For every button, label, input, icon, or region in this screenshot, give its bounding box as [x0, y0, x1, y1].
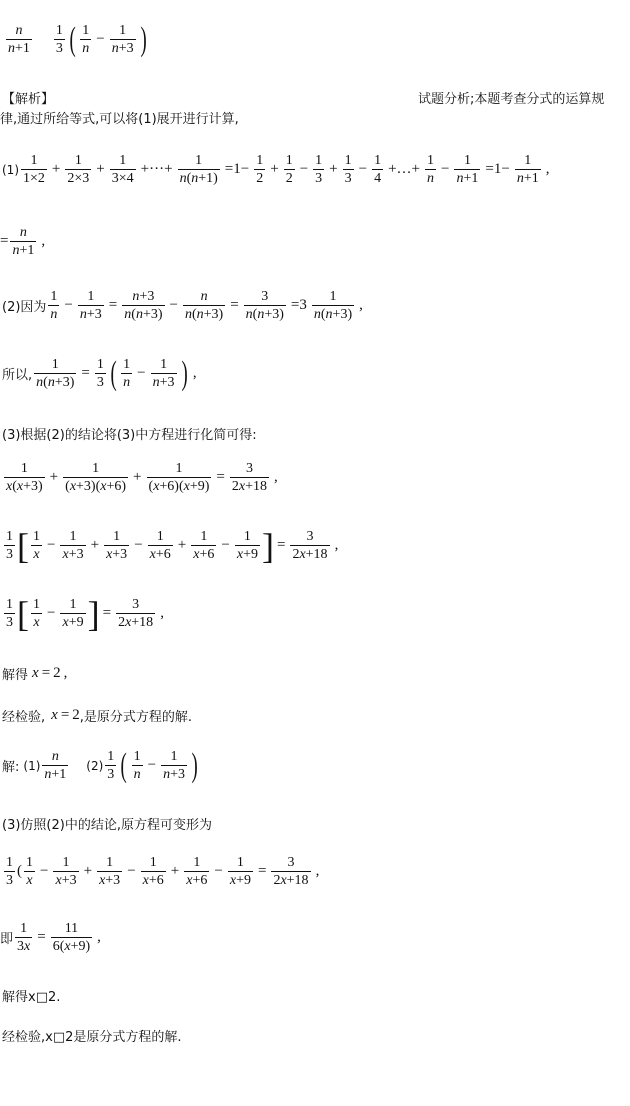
- step2-result: 所以, $\frac{1}{n(n+3)}$ = $\frac{1}{3}$ ( $\frac{1}{n}$ − $\frac{1}{n+3}$ ) ,: [2, 354, 197, 392]
- analysis-label: 【解析】: [2, 92, 55, 107]
- step1-expression: (1) $\frac{1}{1\times 2}$ + $\frac{1}{2\times 3}$ + $\frac{1}{3\times 4}$ +···+ $\frac{1}{n(n+1)}$ =1− $\frac{1}{2}$ + $\frac{1}{2}$ − $\frac{1}{3}$ + $\frac{1}{3}$ − $\frac{1}{4}$ +…+ $\frac{1}{n}$ − $\frac{1}{n+1}$ =1− $\frac{1}{n+1}$ ,: [2, 153, 550, 186]
- solution-q3-intro: (3)仿照(2)中的结论,原方程可变形为: [2, 818, 212, 833]
- solution-q1-label: (1): [23, 758, 41, 773]
- step3-intro: (3)根据(2)的结论将(3)中方程进行化简可得:: [2, 428, 257, 443]
- fraction-1-over-n: $\frac{1}{n}$: [82, 23, 90, 56]
- solution-label: 解:: [2, 760, 20, 775]
- step1-label: (1): [2, 162, 19, 177]
- solution-q2-label: (2): [86, 758, 104, 773]
- step2-label: (2)因为: [2, 300, 47, 315]
- step3-check: 经检验, x = 2 ,是原分式方程的解.: [2, 707, 193, 725]
- step3-equation3: $\frac{1}{3}$ [ $\frac{1}{x}$ − $\frac{1}{x+9}$ ] = $\frac{3}{2x+18}$ ,: [6, 593, 164, 634]
- step3-equation1: $\frac{1}{x(x+3)}$ + $\frac{1}{(x+3)(x+6)}$ + $\frac{1}{(x+6)(x+9)}$ = $\frac{3}{2x+18}$ ,: [6, 461, 278, 494]
- solution-q3-equation2: 即 $\frac{1}{3x}$ = $\frac{11}{6(x+9)}$ ,: [0, 921, 101, 954]
- solution-q3-equation: $\frac{1}{3}$ ( $\frac{1}{x}$ − $\frac{1}{x+3}$ + $\frac{1}{x+3}$ − $\frac{1}{x+6}$ + $\frac{1}{x+6}$ − $\frac{1}{x+9}$ = $\frac{3}{2x+18}$ ,: [6, 855, 320, 888]
- solution-q3-solve: 解得x□2.: [2, 990, 61, 1005]
- step1-result: = $\frac{n}{n+1}$ ,: [0, 225, 46, 258]
- answer-top-line: $\frac{n}{n+1}$ $\frac{1}{3}$ ( $\frac{1}{n}$ − $\frac{1}{n+3}$ ): [8, 20, 147, 58]
- analysis-line2: 律,通过所给等式,可以将(1)展开进行计算,: [0, 112, 239, 127]
- solution-ji: 即: [0, 932, 14, 947]
- fraction-1-over-n-plus-3: $\frac{1}{n+3}$: [111, 23, 134, 56]
- fraction-one-third: $\frac{1}{3}$: [55, 23, 63, 56]
- step2-so-label: 所以,: [2, 368, 33, 383]
- step3-equation2: $\frac{1}{3}$ [ $\frac{1}{x}$ − $\frac{1}{x+3}$ + $\frac{1}{x+3}$ − $\frac{1}{x+6}$ + $\frac{1}{x+6}$ − $\frac{1}{x+9}$ ] = $\frac{3}{2x+18}$ ,: [6, 525, 339, 566]
- analysis-right: 试题分析;本题考查分式的运算规: [418, 92, 605, 107]
- solution-q3-check: 经检验,x□2是原分式方程的解.: [2, 1030, 182, 1045]
- fraction-n-over-n-plus-1: $\frac{n}{n+1}$: [8, 23, 30, 56]
- step2-expression: (2)因为 $\frac{1}{n}$ − $\frac{1}{n+3}$ = $\frac{n+3}{n(n+3)}$ − $\frac{n}{n(n+3)}$ = $\frac{3}{n(n+3)}$ =3 $\frac{1}{n(n+3)}$ ,: [2, 289, 363, 322]
- solution-line: 解: (1) $\frac{n}{n+1}$ (2) $\frac{1}{3}$ ( $\frac{1}{n}$ − $\frac{1}{n+3}$ ): [2, 746, 198, 784]
- step3-solve: 解得 x = 2 ,: [2, 665, 68, 683]
